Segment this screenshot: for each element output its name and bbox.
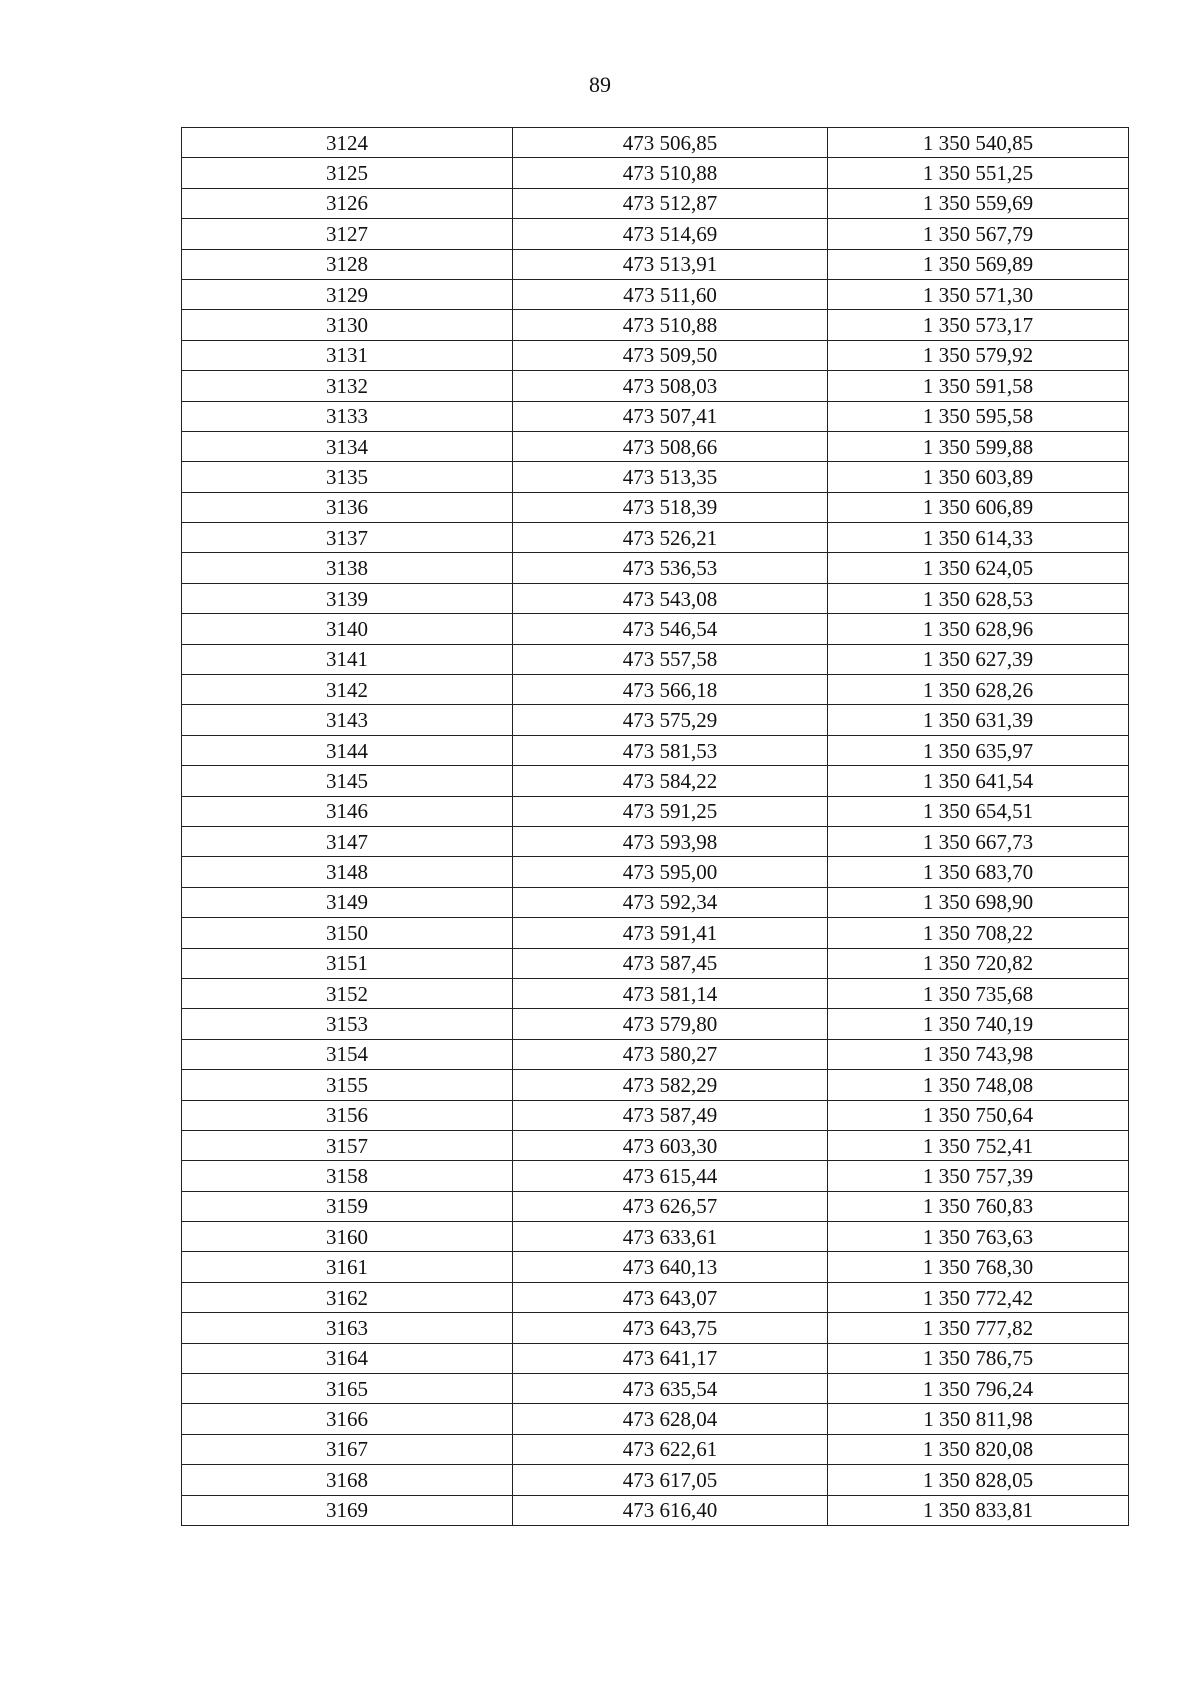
point-number-cell: 3134 [182,431,513,461]
x-coordinate-cell: 473 518,39 [513,492,828,522]
x-coordinate-cell: 473 510,88 [513,310,828,340]
point-number-cell: 3127 [182,219,513,249]
point-number-cell: 3138 [182,553,513,583]
y-coordinate-cell: 1 350 748,08 [828,1070,1129,1100]
table-row [182,1161,1129,1191]
point-number-cell: 3150 [182,918,513,948]
table-row [182,1222,1129,1252]
point-number-cell: 3139 [182,583,513,613]
y-coordinate-cell: 1 350 540,85 [828,128,1129,158]
x-coordinate-cell: 473 582,29 [513,1070,828,1100]
x-coordinate-cell: 473 591,25 [513,796,828,826]
x-coordinate-cell: 473 509,50 [513,340,828,370]
point-number-cell: 3169 [182,1495,513,1525]
table-row [182,401,1129,431]
x-coordinate-cell: 473 513,35 [513,462,828,492]
y-coordinate-cell: 1 350 628,96 [828,614,1129,644]
x-coordinate-cell: 473 587,49 [513,1100,828,1130]
point-number-cell: 3158 [182,1161,513,1191]
table-row [182,1282,1129,1312]
y-coordinate-cell: 1 350 720,82 [828,948,1129,978]
table-row [182,675,1129,705]
table-row [182,553,1129,583]
table-row [182,918,1129,948]
point-number-cell: 3166 [182,1404,513,1434]
table-row [182,1374,1129,1404]
table-row [182,340,1129,370]
table-row [182,948,1129,978]
x-coordinate-cell: 473 579,80 [513,1009,828,1039]
table-row [182,1313,1129,1343]
y-coordinate-cell: 1 350 763,63 [828,1222,1129,1252]
point-number-cell: 3143 [182,705,513,735]
point-number-cell: 3126 [182,188,513,218]
point-number-cell: 3140 [182,614,513,644]
table-row [182,249,1129,279]
x-coordinate-cell: 473 626,57 [513,1191,828,1221]
table-row [182,128,1129,158]
y-coordinate-cell: 1 350 573,17 [828,310,1129,340]
y-coordinate-cell: 1 350 603,89 [828,462,1129,492]
point-number-cell: 3132 [182,371,513,401]
point-number-cell: 3124 [182,128,513,158]
y-coordinate-cell: 1 350 752,41 [828,1130,1129,1160]
y-coordinate-cell: 1 350 595,58 [828,401,1129,431]
table-row [182,1100,1129,1130]
point-number-cell: 3168 [182,1465,513,1495]
table-row [182,1434,1129,1464]
y-coordinate-cell: 1 350 569,89 [828,249,1129,279]
table-row [182,705,1129,735]
y-coordinate-cell: 1 350 627,39 [828,644,1129,674]
point-number-cell: 3129 [182,279,513,309]
point-number-cell: 3149 [182,887,513,917]
x-coordinate-cell: 473 506,85 [513,128,828,158]
page-number: 89 [589,72,611,97]
point-number-cell: 3135 [182,462,513,492]
coordinates-table [181,127,1129,1526]
point-number-cell: 3160 [182,1222,513,1252]
y-coordinate-cell: 1 350 708,22 [828,918,1129,948]
point-number-cell: 3128 [182,249,513,279]
table-row [182,188,1129,218]
y-coordinate-cell: 1 350 551,25 [828,158,1129,188]
point-number-cell: 3151 [182,948,513,978]
x-coordinate-cell: 473 512,87 [513,188,828,218]
table-row [182,583,1129,613]
x-coordinate-cell: 473 510,88 [513,158,828,188]
point-number-cell: 3153 [182,1009,513,1039]
point-number-cell: 3164 [182,1343,513,1373]
table-row [182,857,1129,887]
y-coordinate-cell: 1 350 735,68 [828,978,1129,1008]
x-coordinate-cell: 473 595,00 [513,857,828,887]
table-row [182,523,1129,553]
y-coordinate-cell: 1 350 559,69 [828,188,1129,218]
point-number-cell: 3141 [182,644,513,674]
x-coordinate-cell: 473 622,61 [513,1434,828,1464]
y-coordinate-cell: 1 350 614,33 [828,523,1129,553]
x-coordinate-cell: 473 581,14 [513,978,828,1008]
table-row [182,492,1129,522]
x-coordinate-cell: 473 514,69 [513,219,828,249]
table-row [182,826,1129,856]
y-coordinate-cell: 1 350 698,90 [828,887,1129,917]
point-number-cell: 3163 [182,1313,513,1343]
table-row [182,1009,1129,1039]
y-coordinate-cell: 1 350 743,98 [828,1039,1129,1069]
table-row [182,644,1129,674]
x-coordinate-cell: 473 507,41 [513,401,828,431]
table-row [182,1465,1129,1495]
y-coordinate-cell: 1 350 599,88 [828,431,1129,461]
point-number-cell: 3162 [182,1282,513,1312]
y-coordinate-cell: 1 350 757,39 [828,1161,1129,1191]
table-row [182,1039,1129,1069]
y-coordinate-cell: 1 350 772,42 [828,1282,1129,1312]
x-coordinate-cell: 473 641,17 [513,1343,828,1373]
y-coordinate-cell: 1 350 641,54 [828,766,1129,796]
y-coordinate-cell: 1 350 631,39 [828,705,1129,735]
x-coordinate-cell: 473 543,08 [513,583,828,613]
y-coordinate-cell: 1 350 786,75 [828,1343,1129,1373]
y-coordinate-cell: 1 350 740,19 [828,1009,1129,1039]
table-row [182,462,1129,492]
point-number-cell: 3125 [182,158,513,188]
point-number-cell: 3157 [182,1130,513,1160]
x-coordinate-cell: 473 511,60 [513,279,828,309]
table-row [182,1252,1129,1282]
y-coordinate-cell: 1 350 667,73 [828,826,1129,856]
y-coordinate-cell: 1 350 628,53 [828,583,1129,613]
x-coordinate-cell: 473 566,18 [513,675,828,705]
x-coordinate-cell: 473 508,03 [513,371,828,401]
point-number-cell: 3137 [182,523,513,553]
point-number-cell: 3159 [182,1191,513,1221]
x-coordinate-cell: 473 615,44 [513,1161,828,1191]
y-coordinate-cell: 1 350 683,70 [828,857,1129,887]
point-number-cell: 3146 [182,796,513,826]
table-row [182,279,1129,309]
y-coordinate-cell: 1 350 750,64 [828,1100,1129,1130]
table-row [182,371,1129,401]
y-coordinate-cell: 1 350 777,82 [828,1313,1129,1343]
x-coordinate-cell: 473 592,34 [513,887,828,917]
table-row [182,614,1129,644]
x-coordinate-cell: 473 584,22 [513,766,828,796]
table-row [182,766,1129,796]
x-coordinate-cell: 473 587,45 [513,948,828,978]
y-coordinate-cell: 1 350 828,05 [828,1465,1129,1495]
table-row [182,431,1129,461]
x-coordinate-cell: 473 526,21 [513,523,828,553]
point-number-cell: 3144 [182,735,513,765]
point-number-cell: 3161 [182,1252,513,1282]
coordinates-table-body [182,128,1129,1526]
y-coordinate-cell: 1 350 820,08 [828,1434,1129,1464]
table-row [182,887,1129,917]
x-coordinate-cell: 473 635,54 [513,1374,828,1404]
x-coordinate-cell: 473 508,66 [513,431,828,461]
x-coordinate-cell: 473 513,91 [513,249,828,279]
table-row [182,978,1129,1008]
x-coordinate-cell: 473 580,27 [513,1039,828,1069]
x-coordinate-cell: 473 593,98 [513,826,828,856]
point-number-cell: 3165 [182,1374,513,1404]
x-coordinate-cell: 473 640,13 [513,1252,828,1282]
x-coordinate-cell: 473 643,75 [513,1313,828,1343]
y-coordinate-cell: 1 350 811,98 [828,1404,1129,1434]
y-coordinate-cell: 1 350 606,89 [828,492,1129,522]
x-coordinate-cell: 473 557,58 [513,644,828,674]
y-coordinate-cell: 1 350 624,05 [828,553,1129,583]
x-coordinate-cell: 473 603,30 [513,1130,828,1160]
table-row [182,1343,1129,1373]
y-coordinate-cell: 1 350 628,26 [828,675,1129,705]
point-number-cell: 3133 [182,401,513,431]
table-row [182,1404,1129,1434]
x-coordinate-cell: 473 581,53 [513,735,828,765]
point-number-cell: 3145 [182,766,513,796]
table-row [182,219,1129,249]
point-number-cell: 3152 [182,978,513,1008]
table-row [182,1191,1129,1221]
x-coordinate-cell: 473 591,41 [513,918,828,948]
x-coordinate-cell: 473 536,53 [513,553,828,583]
x-coordinate-cell: 473 628,04 [513,1404,828,1434]
point-number-cell: 3130 [182,310,513,340]
y-coordinate-cell: 1 350 760,83 [828,1191,1129,1221]
y-coordinate-cell: 1 350 591,58 [828,371,1129,401]
x-coordinate-cell: 473 616,40 [513,1495,828,1525]
point-number-cell: 3142 [182,675,513,705]
x-coordinate-cell: 473 575,29 [513,705,828,735]
x-coordinate-cell: 473 617,05 [513,1465,828,1495]
table-row [182,735,1129,765]
y-coordinate-cell: 1 350 571,30 [828,279,1129,309]
y-coordinate-cell: 1 350 654,51 [828,796,1129,826]
point-number-cell: 3131 [182,340,513,370]
point-number-cell: 3147 [182,826,513,856]
table-row [182,1495,1129,1525]
x-coordinate-cell: 473 633,61 [513,1222,828,1252]
table-row [182,310,1129,340]
point-number-cell: 3148 [182,857,513,887]
table-row [182,1070,1129,1100]
point-number-cell: 3155 [182,1070,513,1100]
table-row [182,158,1129,188]
point-number-cell: 3154 [182,1039,513,1069]
table-row [182,796,1129,826]
y-coordinate-cell: 1 350 635,97 [828,735,1129,765]
y-coordinate-cell: 1 350 833,81 [828,1495,1129,1525]
point-number-cell: 3156 [182,1100,513,1130]
point-number-cell: 3167 [182,1434,513,1464]
x-coordinate-cell: 473 546,54 [513,614,828,644]
table-row [182,1130,1129,1160]
x-coordinate-cell: 473 643,07 [513,1282,828,1312]
y-coordinate-cell: 1 350 768,30 [828,1252,1129,1282]
y-coordinate-cell: 1 350 567,79 [828,219,1129,249]
y-coordinate-cell: 1 350 796,24 [828,1374,1129,1404]
point-number-cell: 3136 [182,492,513,522]
y-coordinate-cell: 1 350 579,92 [828,340,1129,370]
